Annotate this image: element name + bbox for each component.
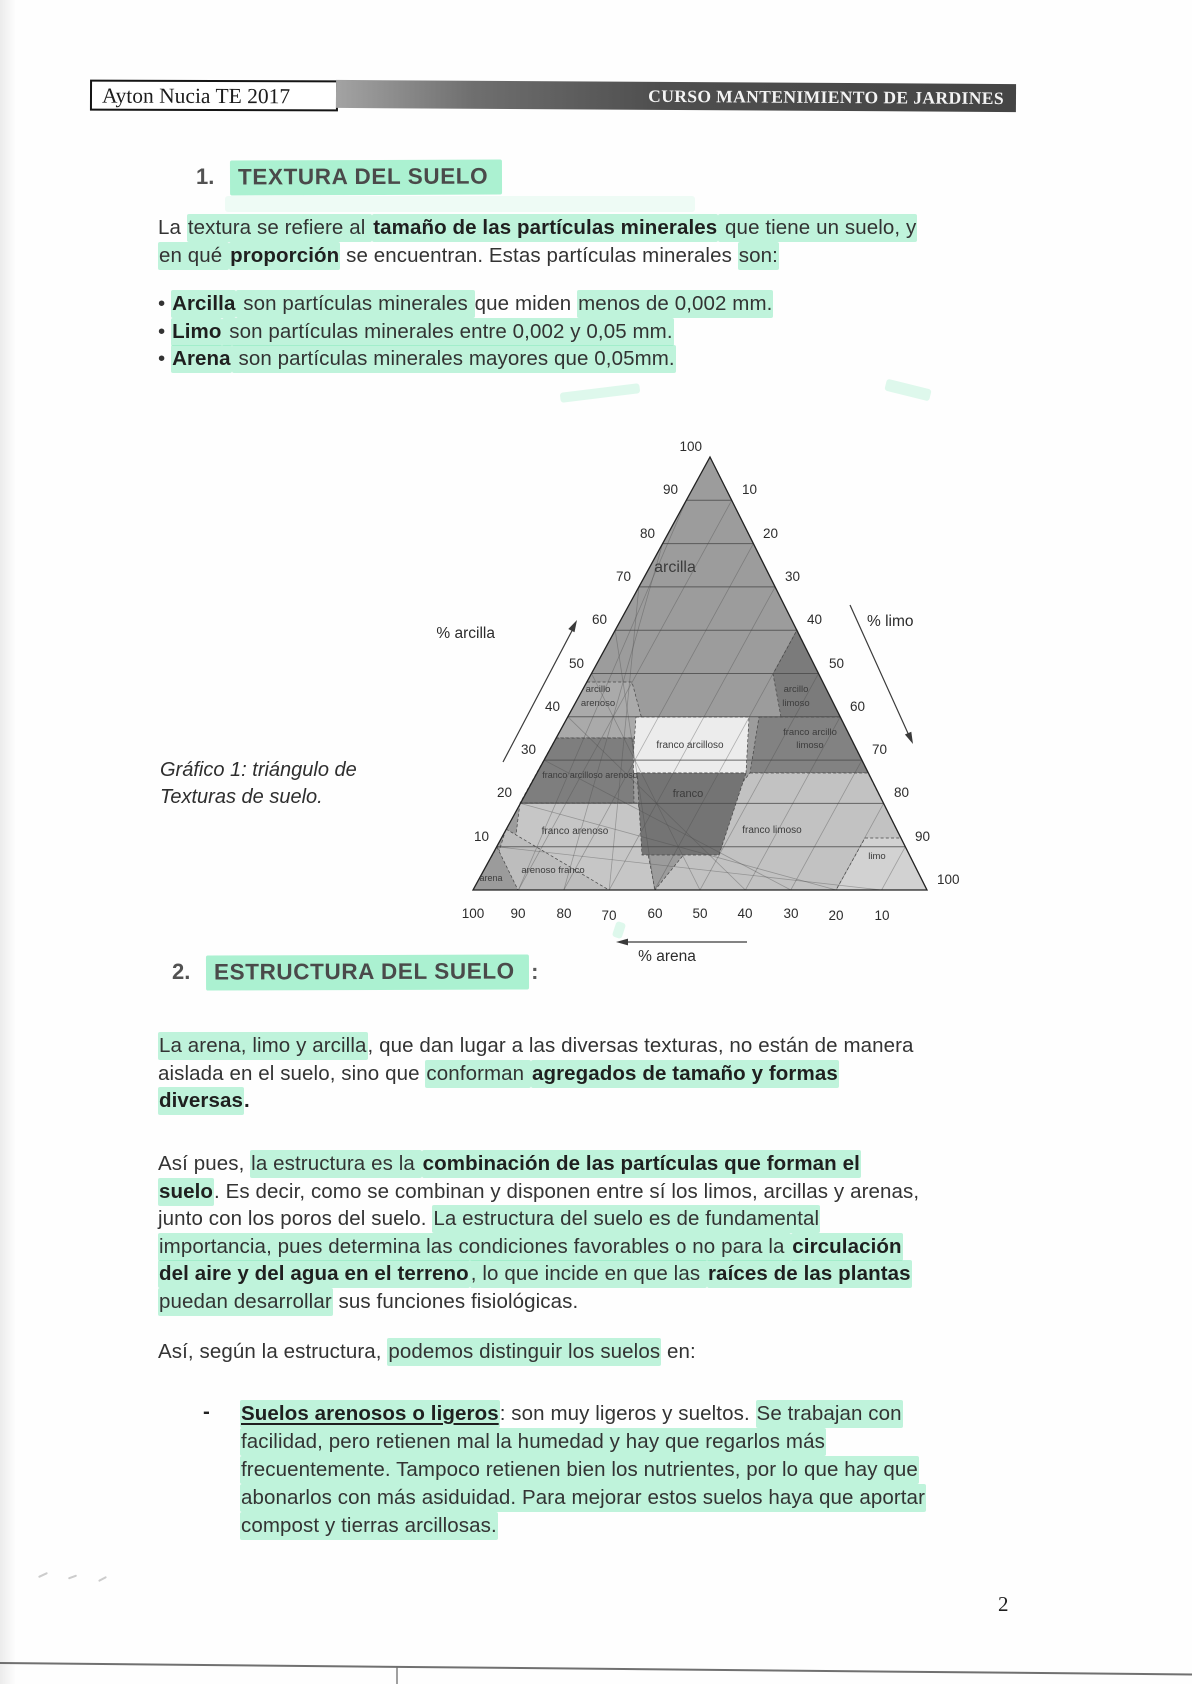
bullet-marker: • — [158, 347, 166, 370]
highlight-smudge — [560, 383, 641, 403]
section-1-heading — [196, 160, 503, 195]
tick-label: 10 — [742, 482, 758, 497]
intro-line-2 — [158, 242, 1038, 270]
arrowhead-icon — [616, 939, 628, 946]
tick-label: 40 — [544, 699, 560, 714]
text-run: en: — [661, 1340, 696, 1363]
tick-label: 40 — [737, 906, 753, 921]
intro-line-1 — [158, 214, 1038, 242]
suelos-arenosos-item — [240, 1400, 1000, 1540]
tick-label: 100 — [937, 872, 960, 887]
tick-label: 90 — [662, 482, 678, 497]
text-run: suelo — [158, 1178, 214, 1206]
arena-axis-ticks — [462, 906, 890, 923]
region-label-franco-arenoso: franco arenoso — [541, 826, 609, 837]
text-run: la estructura es la — [250, 1150, 422, 1178]
tick-label: 80 — [639, 526, 655, 541]
text-run: . Es decir, como se combinan y disponen entre sí los limos, arcillas y arenas, — [214, 1179, 920, 1203]
text-run: Así, según la estructura, — [158, 1340, 388, 1363]
bullet-marker: • — [158, 319, 166, 343]
text-run: Se trabajan con — [756, 1400, 903, 1428]
arrowhead-icon — [905, 732, 913, 744]
header-author-box: Ayton Nucia TE 2017 — [90, 80, 338, 112]
region-label-franco: franco — [672, 788, 704, 800]
text-run: en qué — [158, 242, 229, 270]
paragraph-line — [158, 1288, 1078, 1316]
text-run: menos de 0,002 mm. — [577, 290, 773, 318]
arena-axis-label: % arena — [638, 948, 696, 965]
text-run: , que dan lugar a las diversas texturas, no están de manera — [367, 1034, 914, 1057]
tick-label: 50 — [692, 906, 708, 921]
tick-label: 70 — [601, 908, 617, 923]
arrowhead-icon — [568, 620, 577, 632]
text-run: diversas — [158, 1087, 244, 1115]
bullet-marker: • — [158, 292, 166, 315]
limo-axis-label: % limo — [867, 613, 914, 630]
tick-label: 40 — [807, 612, 823, 627]
region-label-limo: limo — [868, 851, 886, 862]
region-label-franco-arcillo-limoso: limoso — [796, 740, 824, 751]
region-label-arenoso-franco: arenoso franco — [521, 865, 585, 876]
text-run: que tiene un suelo, y — [718, 214, 917, 242]
text-run: conforman — [425, 1060, 531, 1088]
tick-label: 60 — [647, 906, 663, 921]
text-run: agregados de tamaño y formas — [531, 1060, 839, 1088]
paragraph-line — [158, 1032, 1058, 1060]
text-run: facilidad, pero retienen mal la humedad y hay que regarlos más — [240, 1428, 826, 1456]
bottom-rule — [0, 1662, 1192, 1676]
paragraph-line — [240, 1484, 1000, 1512]
tick-label: 30 — [783, 906, 799, 921]
header-course-bar: CURSO MANTENIMIENTO DE JARDINES — [336, 80, 1016, 112]
tick-label: 80 — [894, 785, 910, 800]
paragraph-line — [158, 1087, 1058, 1115]
text-run: Arena — [171, 345, 232, 373]
section-1-title: TEXTURA DEL SUELO — [230, 160, 502, 196]
tick-label: 100 — [679, 439, 702, 454]
text-run: La estructura del suelo es de fundamental — [432, 1205, 820, 1233]
soil-texture-triangle-figure — [370, 410, 990, 970]
tick-label: 10 — [473, 829, 489, 844]
text-run: textura se refiere al — [187, 214, 372, 242]
section-2-number: 2. — [172, 959, 191, 984]
text-run: . — [244, 1089, 250, 1112]
tick-label: 20 — [828, 908, 844, 923]
list-item-heading: Suelos arenosos o ligeros — [240, 1400, 500, 1428]
text-run: La — [158, 216, 187, 239]
pencil-mark — [98, 1576, 107, 1582]
region-label-franco-limoso: franco limoso — [742, 825, 802, 836]
paragraph-line — [240, 1400, 1000, 1428]
text-run: son partículas minerales entre 0,002 y 0,05 mm. — [222, 318, 673, 346]
bullet-arcilla — [158, 290, 1038, 318]
region-label-arcillo-limoso: arcillo — [783, 684, 809, 695]
text-run: son partículas minerales mayores que 0,05mm. — [232, 345, 676, 373]
text-run: La arena, limo y arcilla — [158, 1032, 368, 1060]
tick-label: 80 — [556, 906, 572, 921]
text-run: Limo — [171, 318, 222, 346]
tick-label: 10 — [874, 908, 890, 923]
paragraph-line — [158, 1060, 1058, 1088]
region-label-arcillo-arenoso: arcillo — [585, 684, 611, 695]
region-label-franco-arcilloso-arenoso: franco arcilloso arenoso — [542, 770, 638, 780]
paragraph-line — [240, 1428, 1000, 1456]
estructura-paragraph-3 — [158, 1338, 1058, 1366]
text-run: son: — [738, 242, 779, 270]
tick-label: 100 — [461, 906, 485, 921]
text-run: abonarlos con más asiduidad. Para mejorar estos suelos haya que aportar — [240, 1484, 926, 1512]
tick-label: 60 — [591, 612, 607, 627]
text-run: compost y tierras arcillosas. — [240, 1512, 498, 1540]
tick-label: 50 — [568, 656, 584, 671]
pencil-mark — [68, 1575, 77, 1580]
tick-label: 90 — [915, 829, 931, 844]
tick-label: 90 — [510, 906, 526, 921]
estructura-paragraph-1 — [158, 1032, 1058, 1115]
page-number: 2 — [998, 1592, 1009, 1616]
text-run: combinación de las partículas que forman el — [422, 1150, 861, 1178]
text-run: raíces de las plantas — [707, 1260, 912, 1288]
text-run: podemos distinguir los suelos — [387, 1338, 661, 1366]
region-label-franco-arcillo-limoso: franco arcillo — [783, 727, 837, 738]
tick-label: 20 — [763, 526, 779, 541]
text-run: , lo que incide en que las — [470, 1260, 707, 1288]
tick-label: 50 — [829, 656, 845, 671]
highlight-smudge — [225, 196, 695, 212]
pencil-mark — [38, 1572, 48, 1578]
tick-label: 60 — [850, 699, 866, 714]
paragraph-line — [240, 1456, 1000, 1484]
region-label-arcillo-arenoso: arenoso — [580, 698, 616, 709]
particle-bullet-list — [158, 290, 1038, 373]
text-run: del aire y del agua en el terreno — [158, 1260, 470, 1288]
figure-caption-line-1: Gráfico 1: triángulo de — [160, 759, 357, 781]
figure-caption-line-2: Texturas de suelo. — [160, 786, 323, 808]
paragraph-line — [158, 1233, 1078, 1261]
text-run: Así pues, — [158, 1152, 251, 1175]
text-run: son partículas minerales — [236, 290, 474, 318]
region-label-arcillo-limoso: limoso — [782, 698, 810, 709]
text-run: frecuentemente. Tampoco retienen bien los nutrientes, por lo que hay que — [240, 1456, 919, 1484]
arcilla-axis-label: % arcilla — [436, 625, 495, 642]
text-run: Arcilla — [171, 290, 236, 318]
paragraph-line — [240, 1512, 1000, 1540]
text-run: circulación — [791, 1233, 902, 1261]
tick-label: 70 — [872, 742, 888, 757]
tick-label: 70 — [615, 569, 631, 584]
text-run: tamaño de las partículas minerales — [372, 214, 718, 242]
section-2-title: ESTRUCTURA DEL SUELO — [206, 954, 529, 990]
text-run: : son muy ligeros y sueltos. — [499, 1402, 756, 1425]
text-run: puedan desarrollar — [158, 1288, 333, 1316]
region-label-arena: arena — [479, 873, 503, 883]
bullet-limo — [158, 318, 1038, 346]
tick-label: 30 — [520, 742, 536, 757]
text-run: proporción — [229, 242, 340, 270]
tick-label: 20 — [496, 785, 512, 800]
text-run: importancia, pues determina las condiciones favorables o no para la — [158, 1233, 791, 1261]
bottom-tick-mark — [396, 1666, 398, 1684]
paragraph-line — [158, 1260, 1078, 1288]
text-run: se encuentran. Estas partículas minerales — [340, 243, 738, 267]
text-run: junto con los poros del suelo. — [158, 1207, 433, 1230]
text-run: sus funciones fisiológicas. — [332, 1289, 579, 1313]
paragraph-line — [158, 1205, 1078, 1233]
section-2-colon: : — [531, 959, 539, 984]
paragraph-line — [158, 1178, 1078, 1206]
tick-label: 30 — [785, 569, 801, 584]
intro-paragraph — [158, 214, 1038, 269]
paragraph-line — [158, 1150, 1078, 1178]
bullet-arena — [158, 345, 1038, 373]
region-label-arcilla: arcilla — [654, 559, 696, 576]
text-run: que miden — [474, 292, 578, 315]
list-dash-marker: - — [203, 1400, 210, 1423]
highlight-smudge — [884, 379, 932, 402]
section-1-number: 1. — [196, 164, 215, 189]
region-label-franco-arcilloso: franco arcilloso — [656, 740, 724, 751]
estructura-paragraph-2 — [158, 1150, 1078, 1315]
section-2-heading — [172, 955, 538, 990]
text-run: aislada en el suelo, sino que — [158, 1061, 426, 1085]
